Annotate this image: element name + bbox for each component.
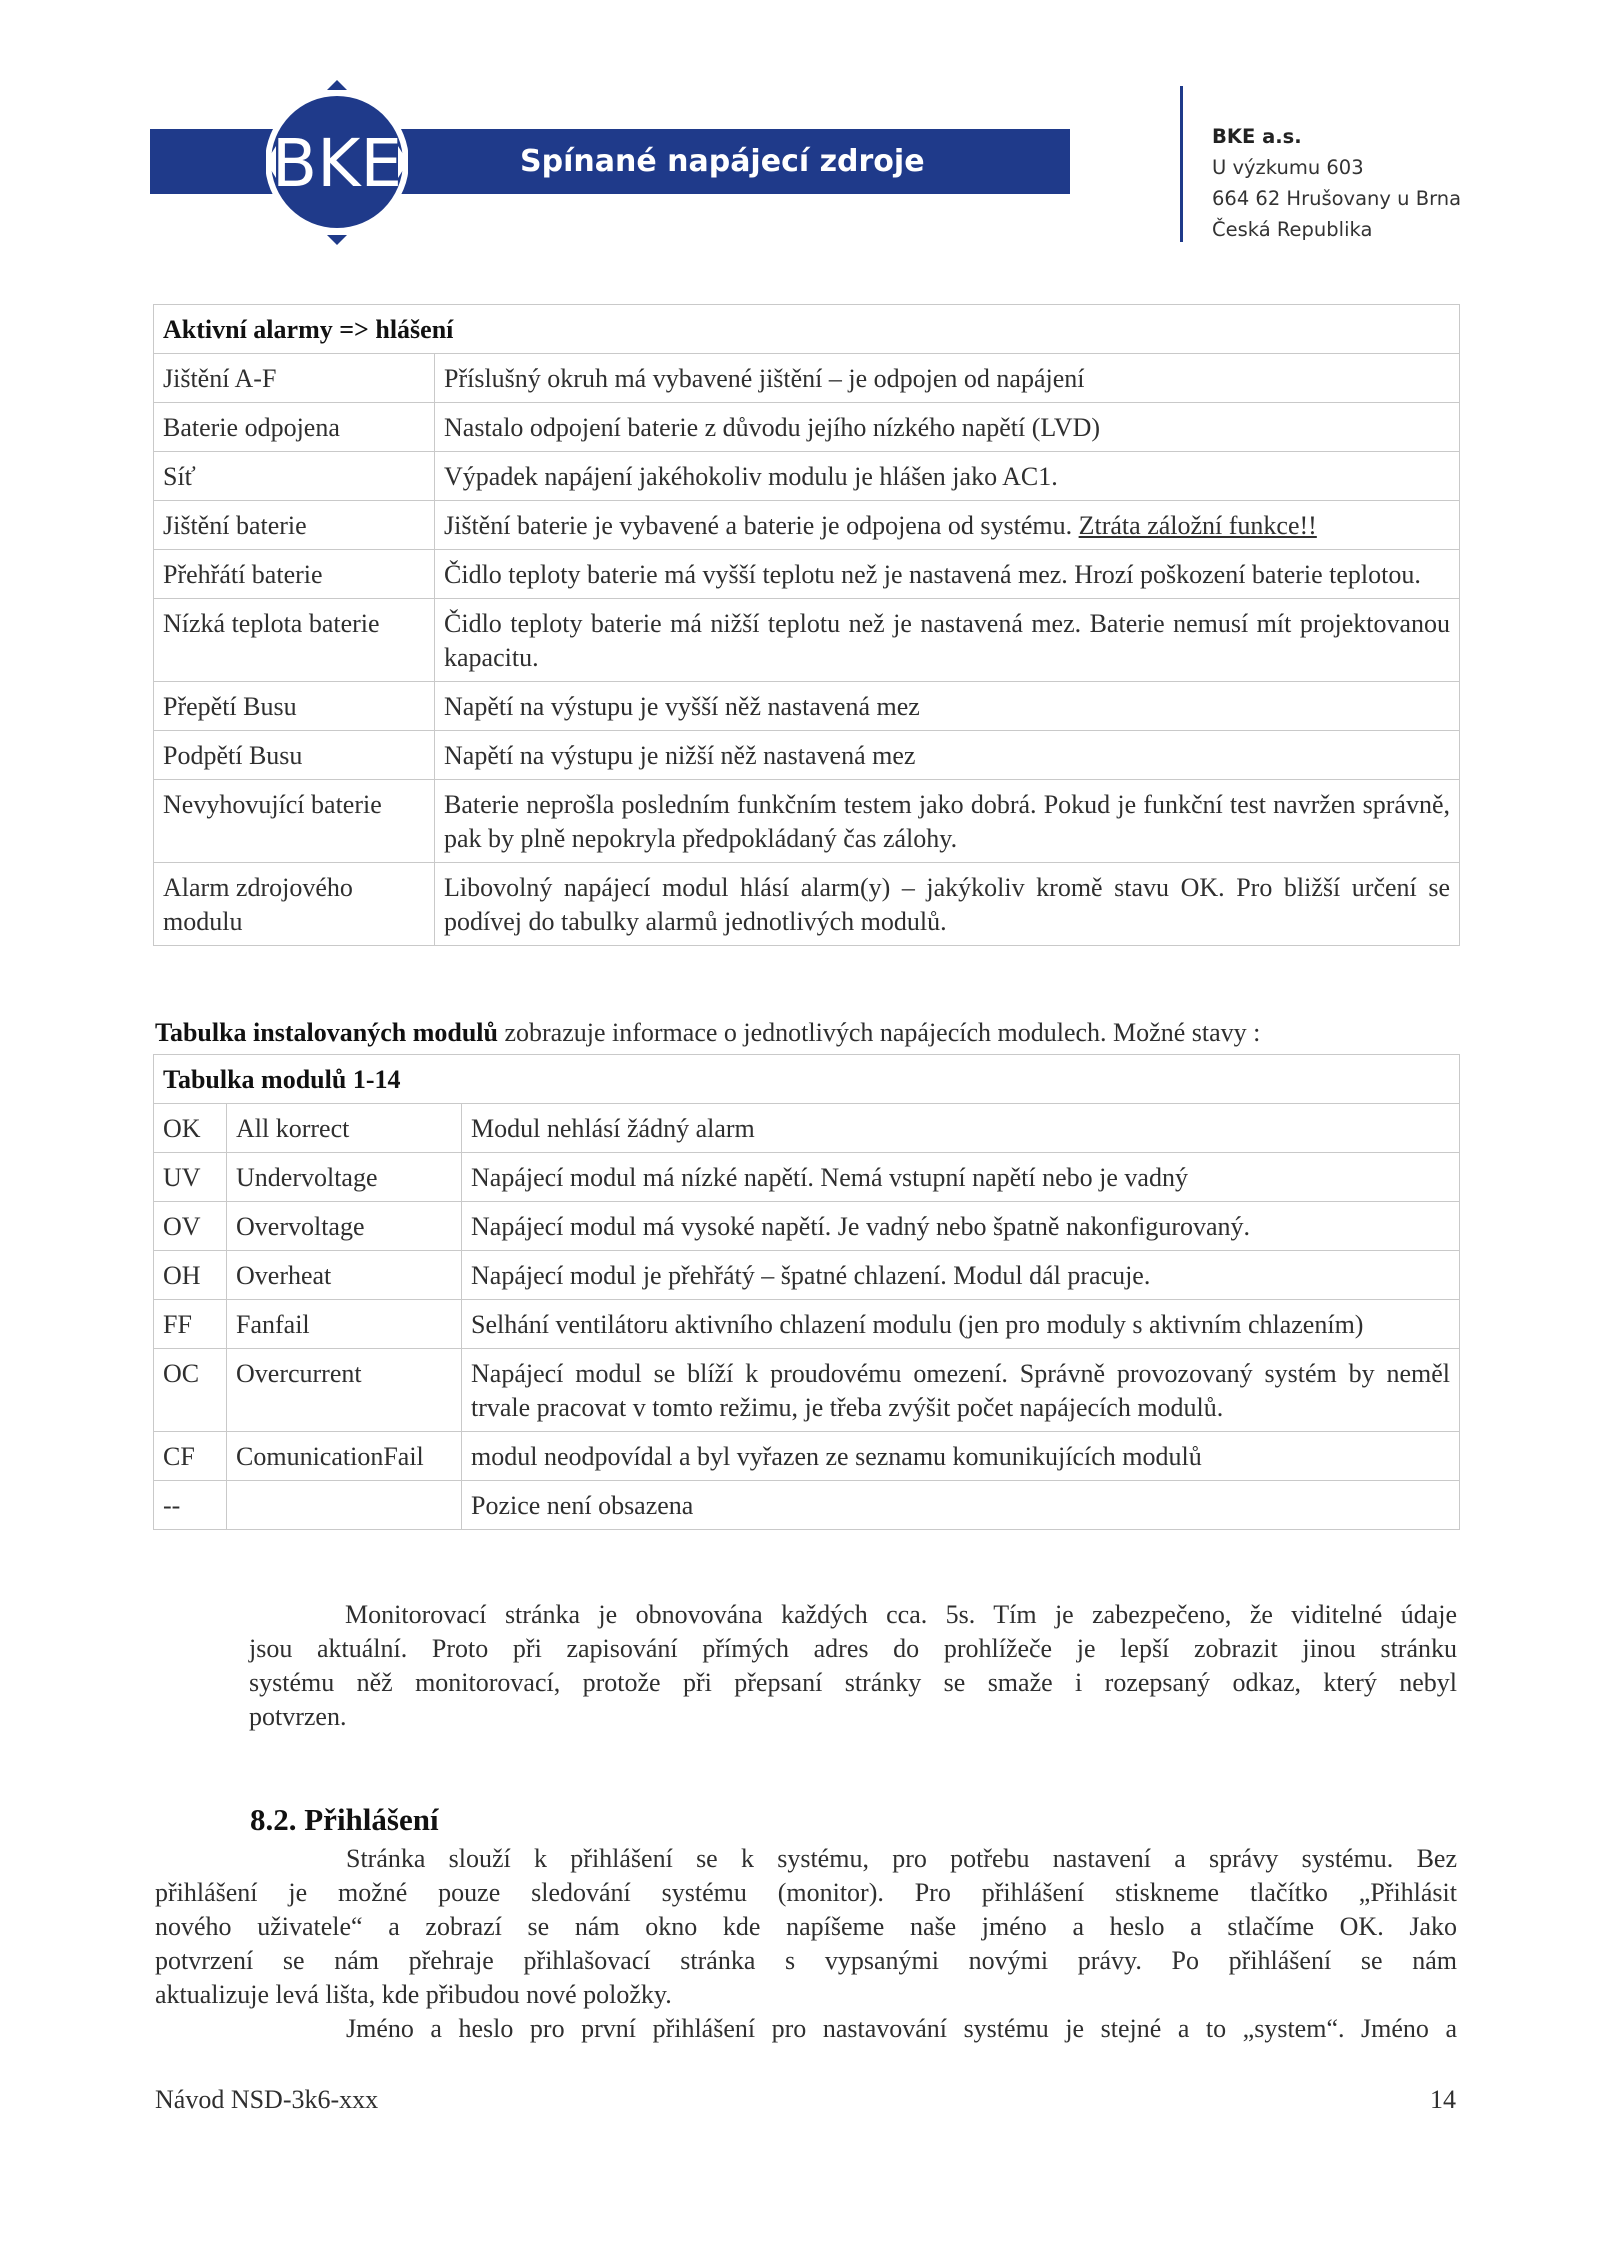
alarm-description-text: Napětí na výstupu je vyšší něž nastavená mez — [444, 692, 920, 721]
alarm-row — [154, 780, 1460, 863]
module-status-code: OV — [154, 1202, 227, 1251]
modules-intro-bold: Tabulka instalovaných modulů — [155, 1018, 498, 1047]
alarm-row — [154, 550, 1460, 599]
alarm-description-text: Baterie neprošla posledním funkčním testem jako dobrá. Pokud je funkční test navržen správně, pak by plně nepokryla předpokládaný čas zálohy. — [444, 790, 1450, 853]
module-status-description: modul neodpovídal a byl vyřazen ze seznamu komunikujících modulů — [462, 1432, 1460, 1481]
module-status-description: Napájecí modul je přehřátý – špatné chlazení. Modul dál pracuje. — [462, 1251, 1460, 1300]
alarm-row — [154, 731, 1460, 780]
module-status-code: OH — [154, 1251, 227, 1300]
paragraph-line: jsou aktuální. Proto při zapisování přímých adres do prohlížeče je lepší zobrazit jinou stránku — [249, 1634, 1457, 1663]
modules-intro — [155, 1018, 1260, 1048]
alarm-description-text: Nastalo odpojení baterie z důvodu jejího nízkého napětí (LVD) — [444, 413, 1101, 442]
paragraph-line: systému něž monitorovací, protože při přepsaní stránky se smaže i rozepsaný odkaz, který nebyl — [249, 1668, 1457, 1697]
alarm-description-text: Čidlo teploty baterie má vyšší teplotu než je nastavená mez. Hrozí poškození baterie teplotou. — [444, 560, 1421, 589]
alarm-row — [154, 403, 1460, 452]
module-status-name: Fanfail — [227, 1300, 462, 1349]
alarm-description-text: Výpadek napájení jakéhokoliv modulu je hlášen jako AC1. — [444, 462, 1058, 491]
paragraph-line: nového uživatele“ a zobrazí se nám okno kde napíšeme naše jméno a heslo a stlačíme OK. Jako — [155, 1912, 1457, 1941]
alarm-row — [154, 682, 1460, 731]
alarm-description-text: Napětí na výstupu je nižší něž nastavená mez — [444, 741, 916, 770]
module-status-row — [154, 1349, 1460, 1432]
module-status-name: Undervoltage — [227, 1153, 462, 1202]
module-status-name: Overcurrent — [227, 1349, 462, 1432]
company-street: U výzkumu 603 — [1212, 156, 1364, 179]
alarm-name: Síť — [154, 452, 435, 501]
module-status-name: Overheat — [227, 1251, 462, 1300]
page-number: 14 — [1430, 2085, 1456, 2114]
paragraph-line: Stránka slouží k přihlášení se k systému, pro potřebu nastavení a správy systému. Bez — [346, 1844, 1457, 1873]
login-paragraph — [155, 1842, 1457, 2046]
modules-table-header-row — [154, 1055, 1460, 1104]
module-status-code: UV — [154, 1153, 227, 1202]
module-status-description: Napájecí modul se blíží k proudovému omezení. Správně provozovaný systém by neměl trvale pracovat v tomto režimu, je třeba zvýšit počet napájecích modulů. — [462, 1349, 1460, 1432]
module-status-code: FF — [154, 1300, 227, 1349]
logo-text: BKE — [271, 125, 403, 202]
module-status-description: Napájecí modul má vysoké napětí. Je vadný nebo špatně nakonfigurovaný. — [462, 1202, 1460, 1251]
alarm-description-text: Libovolný napájecí modul hlásí alarm(y) – jakýkoliv kromě stavu OK. Pro bližší určení se podívej do tabulky alarmů jednotlivých modulů. — [444, 873, 1450, 936]
module-status-code: OK — [154, 1104, 227, 1153]
paragraph-line: potvrzen. — [249, 1702, 347, 1731]
module-status-row — [154, 1202, 1460, 1251]
module-status-row — [154, 1251, 1460, 1300]
module-status-row — [154, 1104, 1460, 1153]
module-status-description: Napájecí modul má nízké napětí. Nemá vstupní napětí nebo je vadný — [462, 1153, 1460, 1202]
alarm-name: Baterie odpojena — [154, 403, 435, 452]
company-address — [1212, 121, 1461, 245]
alarm-name: Nevyhovující baterie — [154, 780, 435, 863]
module-status-description: Pozice není obsazena — [462, 1481, 1460, 1530]
alarm-description — [435, 682, 1460, 731]
paragraph-line: potvrzení se nám přehraje přihlašovací stránka s vypsanými novými právy. Po přihlášení se nám — [155, 1946, 1457, 1975]
module-status-code: -- — [154, 1481, 227, 1530]
alarm-name: Přehřátí baterie — [154, 550, 435, 599]
paragraph-line: Monitorovací stránka je obnovována každých cca. 5s. Tím je zabezpečeno, že viditelné údaje — [345, 1600, 1457, 1629]
module-status-description: Selhání ventilátoru aktivního chlazení modulu (jen pro moduly s aktivním chlazením) — [462, 1300, 1460, 1349]
alarm-description-text: Jištění baterie je vybavené a baterie je odpojena od systému. — [444, 511, 1073, 540]
alarm-description — [435, 863, 1460, 946]
paragraph-line: přihlášení je možné pouze sledování systému (monitor). Pro přihlášení stiskneme tlačítko „Přihlásit — [155, 1878, 1457, 1907]
alarm-row — [154, 501, 1460, 550]
module-status-name: ComunicationFail — [227, 1432, 462, 1481]
paragraph-line: aktualizuje levá lišta, kde přibudou nové položky. — [155, 1980, 672, 2009]
modules-table-title: Tabulka modulů 1-14 — [154, 1055, 1460, 1104]
monitor-paragraph — [249, 1598, 1457, 1734]
alarm-description — [435, 550, 1460, 599]
section-heading: 8.2. Přihlášení — [250, 1802, 439, 1837]
alarms-table-title: Aktivní alarmy => hlášení — [154, 305, 1460, 354]
alarm-description — [435, 354, 1460, 403]
module-status-row — [154, 1432, 1460, 1481]
alarm-row — [154, 452, 1460, 501]
module-status-name: All korrect — [227, 1104, 462, 1153]
alarm-name: Podpětí Busu — [154, 731, 435, 780]
alarm-warning-text: Ztráta záložní funkce!! — [1078, 511, 1317, 540]
company-city: 664 62 Hrušovany u Brna — [1212, 187, 1462, 210]
alarm-description — [435, 599, 1460, 682]
alarm-row — [154, 599, 1460, 682]
modules-intro-text: zobrazuje informace o jednotlivých napájecích modulech. Možné stavy : — [497, 1018, 1261, 1047]
company-country: Česká Republika — [1212, 218, 1373, 241]
bke-logo — [240, 80, 435, 245]
alarms-table-header-row — [154, 305, 1460, 354]
module-status-code: CF — [154, 1432, 227, 1481]
alarms-table — [153, 304, 1460, 946]
alarm-description-text: Čidlo teploty baterie má nižší teplotu než je nastavená mez. Baterie nemusí mít projektovanou kapacitu. — [444, 609, 1450, 672]
alarm-description — [435, 452, 1460, 501]
alarm-description — [435, 780, 1460, 863]
module-status-row — [154, 1300, 1460, 1349]
alarm-description — [435, 501, 1460, 550]
alarm-name: Jištění baterie — [154, 501, 435, 550]
alarm-description-text: Příslušný okruh má vybavené jištění – je odpojen od napájení — [444, 364, 1085, 393]
alarm-row — [154, 354, 1460, 403]
module-status-name — [227, 1481, 462, 1530]
paragraph-line: Jméno a heslo pro první přihlášení pro nastavování systému je stejné a to „system“. Jméno a — [346, 2014, 1457, 2043]
header-divider — [1180, 86, 1183, 242]
module-status-name: Overvoltage — [227, 1202, 462, 1251]
alarm-name: Jištění A-F — [154, 354, 435, 403]
company-name: BKE a.s. — [1212, 125, 1302, 148]
modules-table — [153, 1054, 1460, 1530]
module-status-row — [154, 1153, 1460, 1202]
alarm-description — [435, 731, 1460, 780]
module-status-code: OC — [154, 1349, 227, 1432]
alarm-name: Alarm zdrojového modulu — [154, 863, 435, 946]
footer-doc-name: Návod NSD-3k6-xxx — [155, 2085, 379, 2114]
module-status-description: Modul nehlásí žádný alarm — [462, 1104, 1460, 1153]
alarm-name: Nízká teplota baterie — [154, 599, 435, 682]
alarm-description — [435, 403, 1460, 452]
alarm-row — [154, 863, 1460, 946]
alarm-name: Přepětí Busu — [154, 682, 435, 731]
header-band-title: Spínané napájecí zdroje — [520, 144, 925, 179]
module-status-row — [154, 1481, 1460, 1530]
